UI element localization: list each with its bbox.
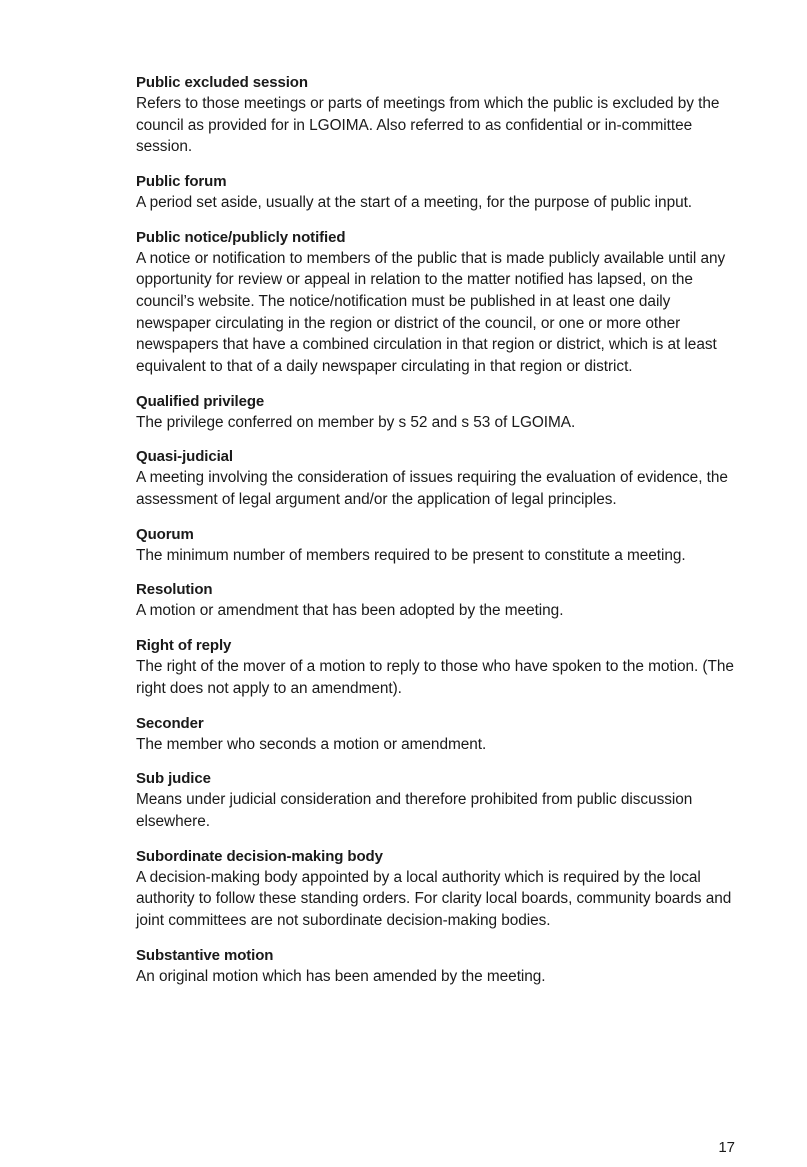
glossary-term: Subordinate decision-making body — [136, 847, 383, 865]
glossary-definition: A decision-making body appointed by a local authority which is required by the local authority to follow these standing orders. For clarity local boards, community boards and joint committees are not subordinate decision-making bodies. — [136, 868, 732, 929]
glossary-term: Public excluded session — [136, 74, 308, 91]
glossary-entry-sub-judice — [136, 769, 746, 832]
glossary-term: Public notice/publicly notified — [136, 228, 346, 246]
glossary-term: Public forum — [136, 172, 227, 190]
glossary-definition: A period set aside, usually at the start of a meeting, for the purpose of public input. — [136, 193, 693, 211]
glossary-definition: A motion or amendment that has been adopted by the meeting. — [136, 602, 564, 620]
page-number: 17 — [718, 1139, 735, 1156]
glossary-term: Substantive motion — [136, 946, 274, 964]
glossary-entry-resolution — [136, 580, 746, 622]
glossary-term: Right of reply — [136, 637, 232, 655]
glossary-term: Quasi-judicial — [136, 448, 233, 466]
glossary-entry-public-excluded-session — [136, 73, 746, 158]
glossary-definition: A notice or notification to members of the public that is made publicly available until any opportunity for review or appeal in relation to the matter notified has lapsed, on the council’s website. The notice/notification must be published in at least one daily newspaper circulating in the region or district of the council, or one or more other newspapers that have a combined circulation in that region or district, which is at least equivalent to that of a daily newspaper circulating in that region or district. — [136, 249, 726, 375]
glossary-entry-public-forum — [136, 172, 746, 214]
glossary-term: Resolution — [136, 581, 213, 599]
glossary-entry-right-of-reply — [136, 636, 746, 699]
glossary-entry-public-notice — [136, 228, 746, 378]
glossary-entry-subordinate-decision-making-body — [136, 847, 746, 932]
glossary-entry-substantive-motion — [136, 946, 746, 988]
glossary-entry-quasi-judicial — [136, 447, 746, 510]
glossary-entry-qualified-privilege — [136, 392, 746, 434]
glossary-term: Quorum — [136, 525, 194, 543]
glossary-term: Qualified privilege — [136, 392, 265, 410]
glossary-entry-quorum — [136, 525, 746, 567]
glossary-definition: The privilege conferred on member by s 52 and s 53 of LGOIMA. — [136, 413, 576, 431]
glossary-definition: The member who seconds a motion or amendment. — [136, 735, 487, 753]
glossary-definition: An original motion which has been amended by the meeting. — [136, 967, 546, 985]
glossary-term: Seconder — [136, 714, 204, 732]
glossary-entry-seconder — [136, 714, 746, 756]
glossary-term: Sub judice — [136, 770, 211, 788]
glossary-list — [136, 73, 746, 1002]
glossary-definition: Means under judicial consideration and therefore prohibited from public discussion elsewhere. — [136, 791, 693, 830]
glossary-definition: A meeting involving the consideration of issues requiring the evaluation of evidence, the assessment of legal argument and/or the application of legal principles. — [136, 469, 728, 508]
glossary-definition: Refers to those meetings or parts of meetings from which the public is excluded by the council as provided for in LGOIMA. Also referred to as confidential or in-committee session. — [136, 95, 720, 156]
glossary-definition: The minimum number of members required to be present to constitute a meeting. — [136, 546, 686, 564]
glossary-definition: The right of the mover of a motion to reply to those who have spoken to the motion. (The right does not apply to an amendment). — [136, 658, 734, 697]
